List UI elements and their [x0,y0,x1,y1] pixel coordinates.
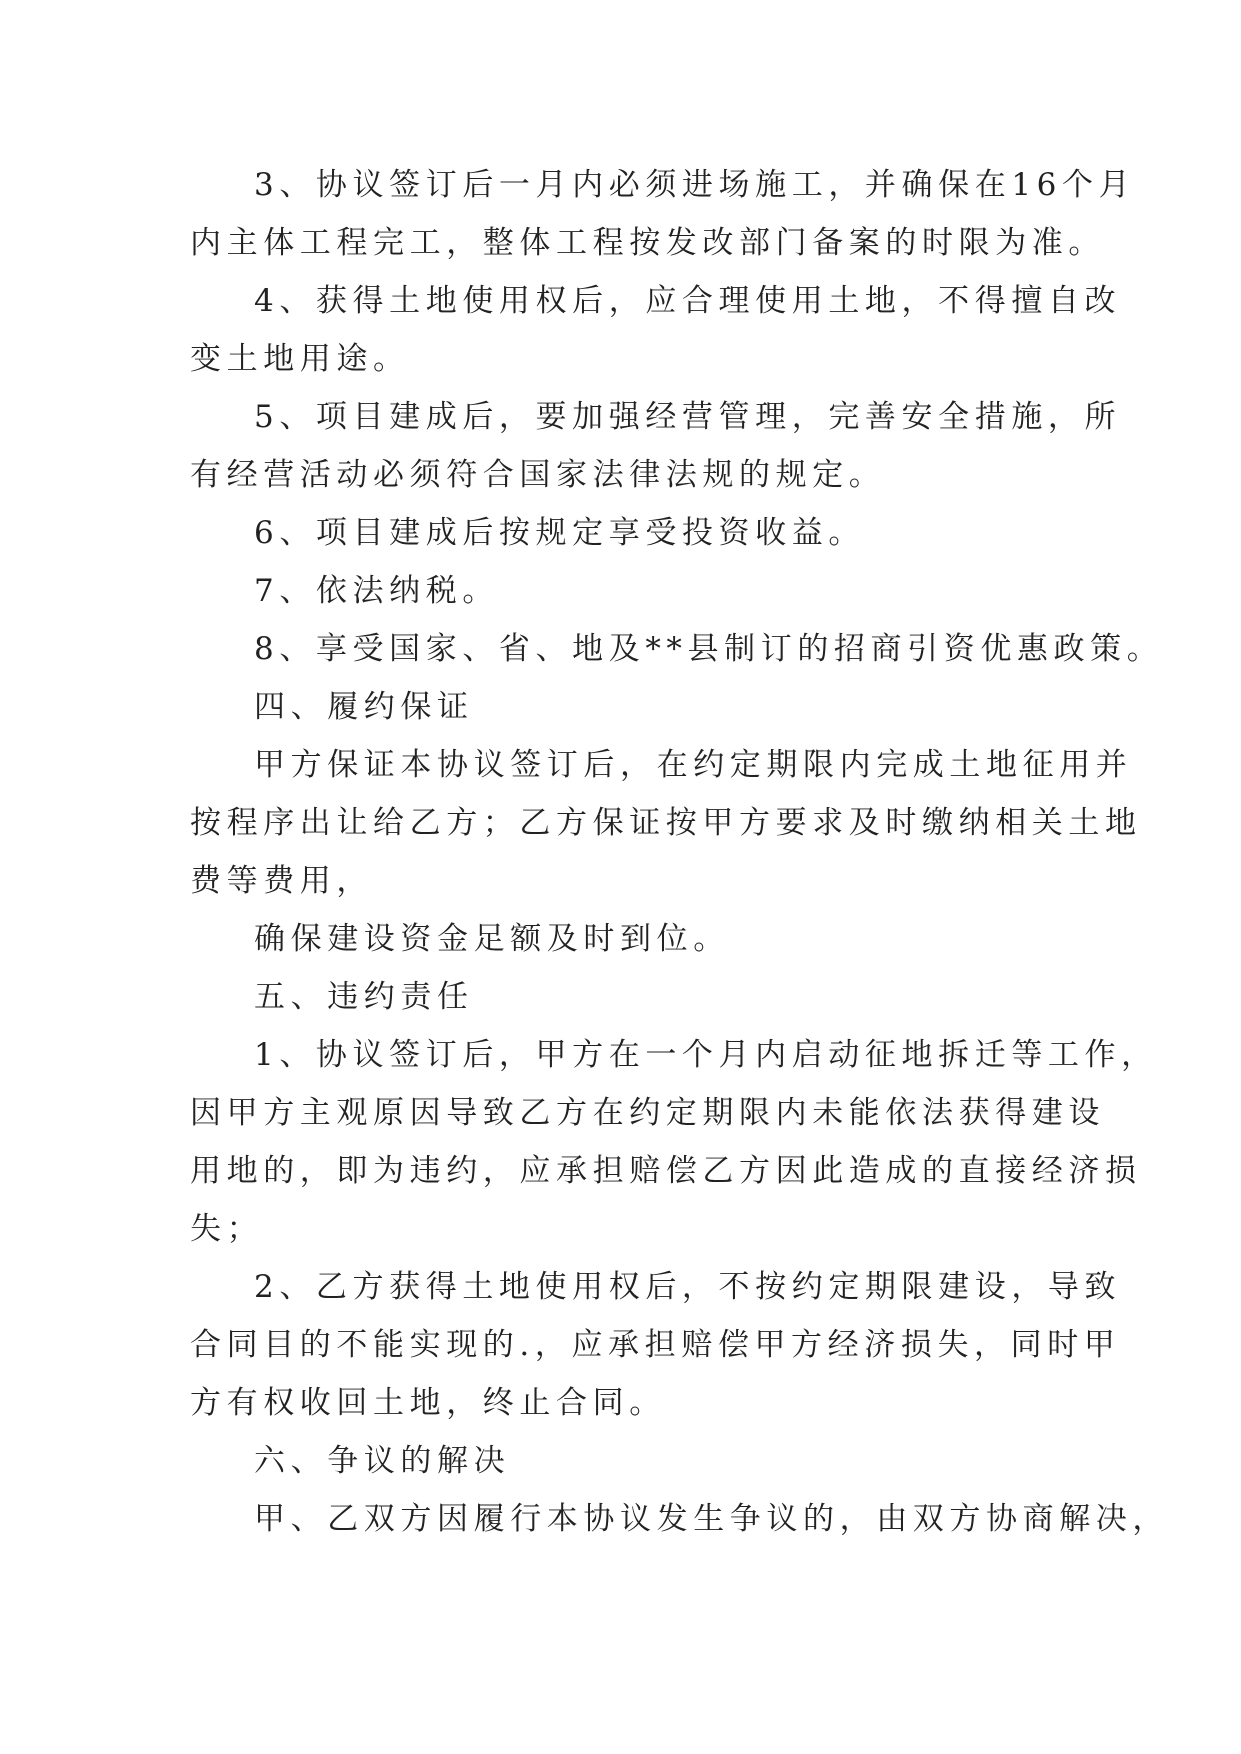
text-line: 因甲方主观原因导致乙方在约定期限内未能依法获得建设 [190,1095,1105,1131]
text-line: 费等费用， [190,863,373,899]
text-line: 甲方保证本协议签订后，在约定期限内完成土地征用并 [254,747,1133,783]
text-line: 1、协议签订后，甲方在一个月内启动征地拆迁等工作， [254,1037,1158,1073]
text-line: 5、项目建成后，要加强经营管理，完善安全措施，所 [254,399,1122,435]
text-line: 失； [190,1211,264,1247]
text-line: 4、获得土地使用权后，应合理使用土地，不得擅自改 [254,283,1122,319]
text-line: 确保建设资金足额及时到位。 [254,921,730,957]
text-line: 有经营活动必须符合国家法律法规的规定。 [190,457,886,493]
text-line: 8、享受国家、省、地及**县制订的招商引资优惠政策。 [254,631,1164,667]
text-line: 变土地用途。 [190,341,410,377]
text-line: 7、依法纳税。 [254,573,499,609]
section-heading: 五、违约责任 [254,979,474,1015]
text-line: 合同目的不能实现的.，应承担赔偿甲方经济损失，同时甲 [190,1327,1121,1363]
text-line: 甲、乙双方因履行本协议发生争议的，由双方协商解决， [254,1501,1169,1537]
section-heading: 四、履约保证 [254,689,474,725]
text-line: 方有权收回土地，终止合同。 [190,1385,666,1421]
section-heading: 六、争议的解决 [254,1443,511,1479]
text-line: 按程序出让给乙方；乙方保证按甲方要求及时缴纳相关土地 [190,805,1142,841]
text-line: 6、项目建成后按规定享受投资收益。 [254,515,865,551]
text-line: 用地的，即为违约，应承担赔偿乙方因此造成的直接经济损 [190,1153,1142,1189]
text-line: 2、乙方获得土地使用权后，不按约定期限建设，导致 [254,1269,1122,1305]
text-line: 内主体工程完工，整体工程按发改部门备案的时限为准。 [190,225,1105,261]
text-line: 3、协议签订后一月内必须进场施工，并确保在16个月 [254,167,1136,203]
